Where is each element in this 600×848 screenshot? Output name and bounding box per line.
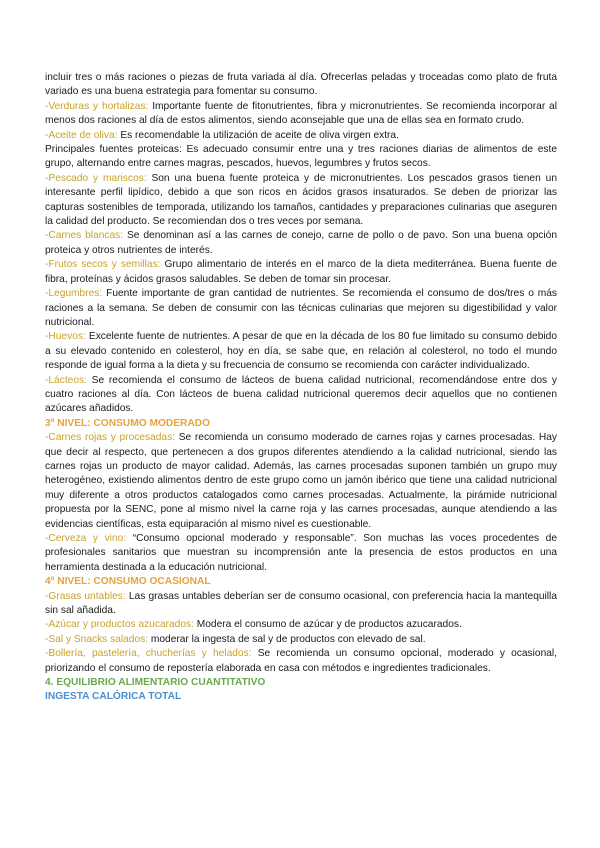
paragraph-text: Grupo alimentario de interés en el marco de la dieta mediterránea. Buena fuente de fibra, proteínas y ácidos grasos saludables. Se deben de tomar sin procesar. [45,259,557,285]
paragraph-carnes-rojas [45,431,557,532]
paragraph-grasas-untables [45,590,557,619]
term-cerveza-vino: -Cerveza y vino: [45,533,127,544]
paragraph-frutos-secos [45,258,557,287]
paragraph-bolleria [45,647,557,676]
paragraph-text: Se recomienda un consumo opcional, moderado y ocasional, priorizando el consumo de repostería elaborada en casa con métodos e ingredientes tradicionales. [45,648,557,674]
paragraph-azucar [45,618,557,632]
paragraph-fuentes-proteicas [45,143,557,172]
paragraph-legumbres [45,287,557,330]
paragraph-text: Se denominan así a las carnes de conejo, carne de pollo o de pavo. Son una buena opción proteica y otros nutrientes de interés. [45,230,557,256]
document-page [45,71,557,705]
term-sal-snacks: -Sal y Snacks salados: [45,633,149,645]
term-carnes-rojas: -Carnes rojas y procesadas: [45,432,176,444]
heading-section-4: 4. EQUILIBRIO ALIMENTARIO CUANTITATIVO [45,677,266,689]
paragraph-text: Se recomienda el consumo de lácteos de buena calidad nutricional, recomendándose entre dos y cuatro raciones al día. Con lácteos de buena calidad nutricional queremos decir aquellos que no contienen azúcares añadidos. [45,374,557,415]
paragraph-text: “Consumo opcional moderado y responsable”. Son muchas las voces procedentes de profesionales sanitarios que muestran su incomprensión ante la presencia de estos productos en una herramienta destinada a la educación nutricional. [45,533,557,573]
paragraph-text: Excelente fuente de nutrientes. A pesar de que en la década de los 80 fue limitado su consumo debido a su elevado contenido en colesterol, hoy en día, se sabe que, en relación al colesterol, no todo el mundo responde de igual forma a la dieta y su frecuencia de consumo se recomienda con carácter individualizado. [45,331,557,372]
paragraph-verduras [45,100,557,129]
paragraph-text: Las grasas untables deberían ser de consumo ocasional, con preferencia hacia la mantequilla sin sal añadida. [45,590,557,617]
paragraph-sal-snacks [45,633,557,647]
paragraph-text: Se recomienda un consumo moderado de carnes rojas y carnes procesadas. Hay que decir al respecto, que pertenecen a dos grupos diferentes atendiendo a la calidad nutricional, siendo las carnes rojas un producto de mayor calidad. Además, las carnes procesadas suponen también un grupo muy heterogéneo, existiendo alimentos dentro de este grupo como un jamón ibérico que tiene una calidad nutricional muy diferente a otros productos catalogados como carnes procesadas. Actualmente, la pirámide nutricional propuesta por la SENC, pone al mismo nivel la carne roja y las carnes procesadas, aunque atendiendo a las evidencias científicas, esta equiparación al mismo nivel es cuestionable. [45,432,557,530]
term-carnes-blancas: -Carnes blancas: [45,230,124,242]
term-frutos-secos: -Frutos secos y semillas: [45,259,161,271]
paragraph-cerveza-vino [45,532,557,575]
paragraph-text: Modera el consumo de azúcar y de productos azucarados. [193,619,462,631]
paragraph-lacteos [45,374,557,417]
term-huevos: -Huevos: [45,331,86,343]
term-verduras: -Verduras y hortalizas: [45,100,149,112]
paragraph-text: Importante fuente de fitonutrientes, fibra y micronutrientes. Se recomienda incorporar al menos dos raciones al día de estos alimentos, siendo aconsejable que una de ellas sea en formato crudo. [45,100,557,127]
term-legumbres: -Legumbres: [45,288,103,300]
term-grasas-untables: -Grasas untables: [45,590,126,602]
term-pescado: -Pescado y mariscos: [45,172,147,184]
paragraph-huevos [45,330,557,373]
paragraph-text: Principales fuentes proteicas: Es adecuado consumir entre una y tres raciones diarias de alimentos de este grupo, alternando entre carnes magras, pescados, huevos, legumbres y frutos secos. [45,144,557,170]
term-lacteos: -Lácteos: [45,374,87,386]
paragraph-carnes-blancas [45,229,557,258]
paragraph-text: Son una buena fuente proteica y de micronutrientes. Los pescados grasos tienen un interesante perfil lipídico, debido a que son ricos en ácidos grasos insaturados. Se deben de priorizar las capturas sostenibles de temporada, utilizando los tamaños, cantidades y preparaciones culinarias que aseguren la calidad del producto. Se recomiendan dos o tres veces por semana. [45,172,557,228]
term-aceite: -Aceite de oliva: [45,129,118,141]
paragraph-text: Es recomendable la utilización de aceite de oliva virgen extra. [117,129,399,141]
heading-nivel-4: 4º NIVEL: CONSUMO OCASIONAL [45,576,211,588]
paragraph-pescado [45,172,557,230]
paragraph-fruit-continuation [45,71,557,100]
paragraph-text: Fuente importante de gran cantidad de nutrientes. Se recomienda el consumo de dos/tres o más raciones a la semana. Se deben de consumir con las técnicas culinarias que mejoren su digestibilidad y valor nutricional. [45,288,557,328]
paragraph-aceite [45,129,557,143]
heading-nivel-3: 3º NIVEL: CONSUMO MODERADO [45,417,211,429]
term-bolleria: -Bollería, pastelería, chucherías y helados: [45,648,252,660]
term-azucar: -Azúcar y productos azucarados: [45,619,194,631]
paragraph-text: incluir tres o más raciones o piezas de fruta variada al día. Ofrecerlas peladas y troceadas como plato de fruta variado es una buena estrategia para fomentar su consumo. [45,72,557,98]
paragraph-text: moderar la ingesta de sal y de productos con elevado de sal. [148,633,426,645]
heading-ingesta-calorica: INGESTA CALÓRICA TOTAL [45,691,182,703]
